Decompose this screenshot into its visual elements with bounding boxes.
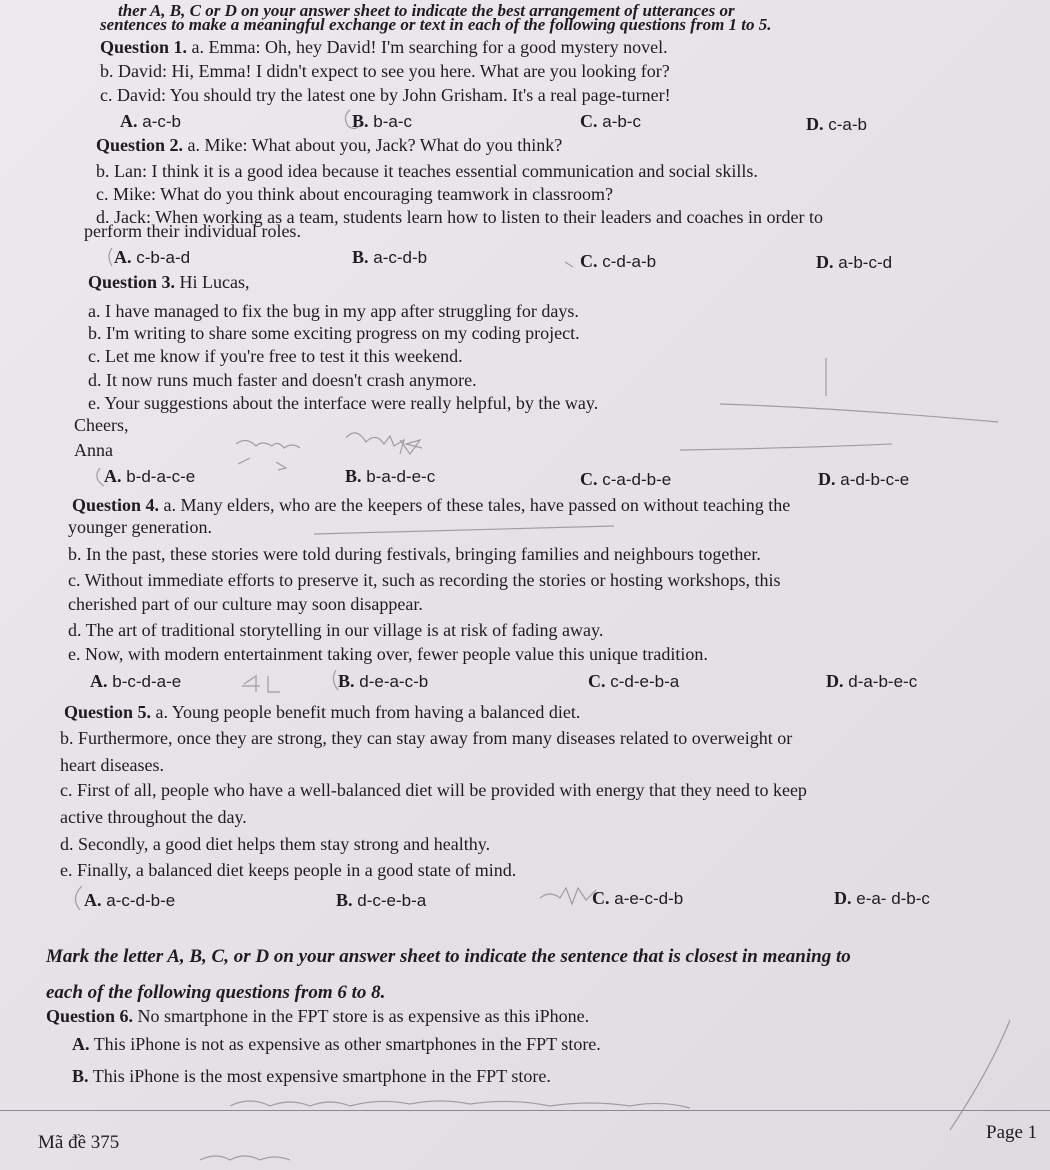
q4-sentence-c-line-1: c. Without immediate efforts to preserve it, such as recording the stories or hosting workshops, this xyxy=(68,570,781,590)
scribble-mark-q5 xyxy=(540,888,596,904)
q5-sentence-b-line-1: b. Furthermore, once they are strong, they can stay away from many diseases related to overweight or xyxy=(60,728,793,748)
q3-option-b[interactable]: B. b-a-d-e-c xyxy=(345,466,436,486)
q3-option-c[interactable]: C. c-a-d-b-e xyxy=(580,469,672,489)
circle-mark-q5-a xyxy=(75,886,82,910)
q3-sentence-d: d. It now runs much faster and doesn't crash anymore. xyxy=(88,370,477,390)
page-number: Page 1 xyxy=(986,1122,1038,1143)
q1-line-a xyxy=(100,36,668,58)
q5-sentence-c-line-1: c. First of all, people who have a well-balanced diet will be provided with energy that they need to keep xyxy=(60,780,807,800)
q4-option-a[interactable]: A. b-c-d-a-e xyxy=(90,671,182,691)
pencil-line-right xyxy=(950,1020,1010,1130)
q3-closing: Cheers, xyxy=(74,415,129,435)
underline-mark-q4 xyxy=(314,526,614,534)
q5-label: Question 5. xyxy=(64,702,152,722)
q3-signature: Anna xyxy=(74,440,113,460)
q5-sentence-d: d. Secondly, a good diet helps them stay strong and healthy. xyxy=(60,834,491,854)
q2-option-c[interactable]: C. c-d-a-b xyxy=(580,251,657,271)
q1-label: Question 1. xyxy=(100,37,188,57)
q2-sentence-a: a. Mike: What about you, Jack? What do you think? xyxy=(187,135,563,155)
number-mark-4l xyxy=(242,676,280,692)
tick-mark-q3-a xyxy=(238,458,250,464)
q6-line-stem xyxy=(46,1005,589,1027)
q2-option-a[interactable]: A. c-b-a-d xyxy=(114,247,191,267)
q4-option-b[interactable]: B. d-e-a-c-b xyxy=(338,671,429,691)
q6-stem: No smartphone in the FPT store is as expensive as this iPhone. xyxy=(137,1006,590,1026)
q5-option-c[interactable]: C. a-e-c-d-b xyxy=(592,888,684,908)
underline-mark-anna xyxy=(680,444,892,450)
q5-sentence-b-line-2: heart diseases. xyxy=(60,755,164,775)
q2-sentence-b: b. Lan: I think it is a good idea because it teaches essential communication and social skills. xyxy=(96,161,758,181)
q5-sentence-a: a. Young people benefit much from having a balanced diet. xyxy=(155,702,581,722)
q3-sentence-e: e. Your suggestions about the interface were really helpful, by the way. xyxy=(88,393,599,413)
q3-sentence-a: a. I have managed to fix the bug in my app after struggling for days. xyxy=(88,301,579,321)
scribble-mark-q6 xyxy=(230,1101,690,1108)
q3-label: Question 3. xyxy=(88,272,176,292)
q1-option-b[interactable]: B. b-a-c xyxy=(352,111,412,131)
q5-sentence-e: e. Finally, a balanced diet keeps people in a good state of mind. xyxy=(60,860,517,880)
q4-sentence-e: e. Now, with modern entertainment taking over, fewer people value this unique tradition. xyxy=(68,644,708,664)
q4-sentence-d: d. The art of traditional storytelling in our village is at risk of fading away. xyxy=(68,620,604,640)
q5-option-a[interactable]: A. a-c-d-b-e xyxy=(84,890,176,910)
tick-mark-q2-c xyxy=(565,262,573,267)
q3-line-greeting xyxy=(88,271,250,293)
bracket-mark-q2-a xyxy=(109,248,112,266)
q2-sentence-d-line-2: perform their individual roles. xyxy=(84,221,301,241)
q1-option-d[interactable]: D. c-a-b xyxy=(806,114,867,134)
q5-option-d[interactable]: D. e-a- d-b-c xyxy=(834,888,930,908)
q6-option-b[interactable]: B. This iPhone is the most expensive smartphone in the FPT store. xyxy=(72,1066,551,1086)
q4-sentence-b: b. In the past, these stories were told during festivals, bringing families and neighbours together. xyxy=(68,544,761,564)
q2-option-b[interactable]: B. a-c-d-b xyxy=(352,247,428,267)
q2-line-a xyxy=(96,134,562,156)
q1-sentence-a: a. Emma: Oh, hey David! I'm searching for a good mystery novel. xyxy=(191,37,668,57)
footer-divider xyxy=(0,1110,1050,1111)
q5-option-b[interactable]: B. d-c-e-b-a xyxy=(336,890,427,910)
q2-sentence-d-line-1: d. Jack: When working as a team, students learn how to listen to their leaders and coaches in order to xyxy=(96,207,823,227)
q3-sentence-b: b. I'm writing to share some exciting progress on my coding project. xyxy=(88,323,580,343)
q2-label: Question 2. xyxy=(96,135,184,155)
q5-sentence-c-line-2: active throughout the day. xyxy=(60,807,247,827)
q4-option-d[interactable]: D. d-a-b-e-c xyxy=(826,671,918,691)
q4-sentence-a-line-1: a. Many elders, who are the keepers of these tales, have passed on without teaching the xyxy=(163,495,791,515)
q4-line-a xyxy=(72,494,790,516)
q1-option-c[interactable]: C. a-b-c xyxy=(580,111,641,131)
exam-code: Mã đề 375 xyxy=(38,1132,120,1153)
q4-label: Question 4. xyxy=(72,495,160,515)
section2-instructions-line-2: each of the following questions from 6 to 8. xyxy=(46,982,386,1003)
scribble-mark-1 xyxy=(236,440,300,448)
q6-option-a[interactable]: A. This iPhone is not as expensive as other smartphones in the FPT store. xyxy=(72,1034,601,1054)
instructions-line-1: ther A, B, C or D on your answer sheet to indicate the best arrangement of utterances or xyxy=(118,1,735,20)
section2-instructions-line-1: Mark the letter A, B, C, or D on your answer sheet to indicate the sentence that is closest in meaning to xyxy=(46,946,851,967)
instructions-line-2: sentences to make a meaningful exchange or text in each of the following questions from 1 to 5. xyxy=(100,15,772,34)
circle-mark-q3-a xyxy=(97,468,104,486)
q3-option-a[interactable]: A. b-d-a-c-e xyxy=(104,466,196,486)
arrow-mark-q3 xyxy=(276,462,286,470)
q3-option-d[interactable]: D. a-d-b-c-e xyxy=(818,469,910,489)
q4-sentence-c-line-2: cherished part of our culture may soon disappear. xyxy=(68,594,423,614)
q3-sentence-c: c. Let me know if you're free to test it this weekend. xyxy=(88,346,463,366)
q2-option-d[interactable]: D. a-b-c-d xyxy=(816,252,893,272)
q6-label: Question 6. xyxy=(46,1006,134,1026)
q1-sentence-b: b. David: Hi, Emma! I didn't expect to see you here. What are you looking for? xyxy=(100,61,670,81)
q1-option-a[interactable]: A. a-c-b xyxy=(120,111,181,131)
underline-mark-e xyxy=(720,404,998,422)
q3-greeting: Hi Lucas, xyxy=(179,272,250,292)
q4-option-c[interactable]: C. c-d-e-b-a xyxy=(588,671,680,691)
q5-line-a xyxy=(64,701,580,723)
scribble-mark-2 xyxy=(346,433,404,454)
scribble-mark-footer xyxy=(200,1156,290,1160)
q2-sentence-c: c. Mike: What do you think about encouraging teamwork in classroom? xyxy=(96,184,614,204)
q4-sentence-a-line-2: younger generation. xyxy=(68,517,212,537)
scribble-mark-3 xyxy=(400,440,422,454)
q1-sentence-c: c. David: You should try the latest one by John Grisham. It's a real page-turner! xyxy=(100,85,671,105)
